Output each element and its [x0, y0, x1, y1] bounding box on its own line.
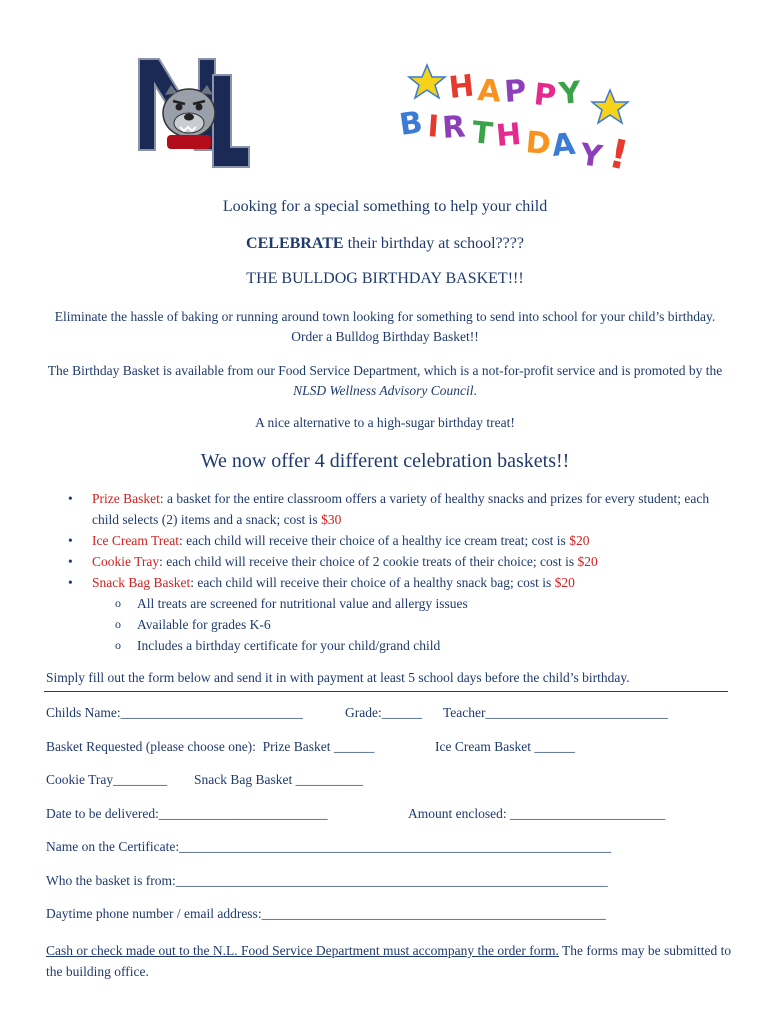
svg-text:P: P — [503, 73, 528, 110]
basket-requested-field[interactable]: Basket Requested (please choose one): Prize Basket ______ — [46, 739, 375, 754]
paragraph-2-end: . — [473, 383, 477, 398]
basket-from-field[interactable]: Who the basket is from:________________________________________________________________ — [46, 873, 608, 888]
svg-text:Y: Y — [557, 75, 583, 112]
svg-text:A: A — [550, 126, 577, 164]
note-item: o All treats are screened for nutritional value and allergy issues — [60, 593, 720, 614]
basket-price: $30 — [321, 512, 342, 527]
amount-enclosed-field[interactable]: Amount enclosed: _______________________ — [408, 806, 666, 821]
intro-paragraph-2 — [40, 361, 730, 401]
instructions: Simply fill out the form below and send it in with payment at least 5 school days before the child’s birthday. — [46, 670, 630, 685]
basket-desc: : each child will receive their choice of a healthy snack bag; cost is — [190, 575, 555, 590]
happy-birthday-graphic — [395, 60, 645, 180]
list-item — [60, 572, 720, 593]
basket-name: Ice Cream Treat — [92, 533, 179, 548]
svg-text:!: ! — [604, 130, 633, 180]
basket-name: Cookie Tray — [92, 554, 160, 569]
celebrate-word: CELEBRATE — [246, 235, 344, 252]
grade-field[interactable]: Grade:______ — [345, 705, 423, 720]
basket-desc: : each child will receive their choice of a healthy ice cream treat; cost is — [178, 533, 570, 548]
note-item: o Includes a birthday certificate for your child/grand child — [60, 635, 720, 656]
divider — [44, 691, 728, 692]
intro-paragraph-3: A nice alternative to a high-sugar birthday treat! — [255, 415, 515, 430]
svg-text:P: P — [532, 77, 558, 115]
submission-note: The forms may be submitted to the building office. — [46, 943, 732, 979]
intro-line-2 — [40, 235, 730, 253]
svg-text:I: I — [426, 109, 441, 145]
paragraph-2-start: The Birthday Basket is available from our Food Service Department, which is a not-for-profit service and is promoted by the — [47, 363, 723, 378]
note-item: o Available for grades K-6 — [60, 614, 720, 635]
basket-price: $20 — [577, 554, 598, 569]
basket-list — [60, 488, 720, 656]
list-item — [60, 530, 720, 551]
delivery-date-field[interactable]: Date to be delivered:_________________________ — [46, 806, 328, 821]
list-item — [60, 488, 720, 530]
svg-text:H: H — [494, 116, 523, 154]
svg-text:Y: Y — [577, 137, 605, 175]
payment-note — [46, 940, 736, 982]
contact-field[interactable]: Daytime phone number / email address:___________________________________________________ — [46, 906, 606, 921]
star-icon — [409, 65, 445, 98]
nl-bulldog-logo — [137, 55, 251, 170]
svg-text:T: T — [470, 115, 495, 153]
svg-text:A: A — [476, 73, 503, 110]
svg-text:D: D — [524, 125, 553, 163]
childs-name-field[interactable]: Childs Name:___________________________ — [46, 705, 303, 720]
svg-text:R: R — [441, 109, 467, 146]
svg-text:B: B — [397, 105, 425, 143]
basket-title: THE BULLDOG BIRTHDAY BASKET!!! — [246, 270, 524, 287]
cookie-tray-field[interactable]: Cookie Tray________ — [46, 772, 168, 787]
teacher-field[interactable]: Teacher___________________________ — [443, 705, 668, 720]
basket-price: $20 — [569, 533, 590, 548]
payment-requirement: Cash or check made out to the N.L. Food Service Department must accompany the order form. — [46, 943, 559, 958]
basket-desc: : each child will receive their choice of 2 cookie treats of their choice; cost is — [159, 554, 578, 569]
basket-desc: : a basket for the entire classroom offers a variety of healthy snacks and prizes for every student; each child selects (2) items and a snack; cost is — [92, 491, 710, 527]
certificate-name-field[interactable]: Name on the Certificate:________________________________________________________________ — [46, 839, 612, 854]
star-icon — [592, 90, 628, 123]
offer-heading: We now offer 4 different celebration baskets!! — [200, 450, 570, 472]
intro-line-1: Looking for a special something to help your child — [222, 198, 548, 215]
council-name: NLSD Wellness Advisory Council — [293, 383, 474, 398]
intro-paragraph-1: Eliminate the hassle of baking or running around town looking for something to send into school for your child’s birthday. Order a Bulldog Birthday Basket!! — [54, 309, 716, 344]
svg-text:H: H — [447, 68, 476, 106]
basket-name: Snack Bag Basket — [92, 575, 191, 590]
snack-bag-basket-field[interactable]: Snack Bag Basket __________ — [194, 772, 364, 787]
basket-name: Prize Basket — [92, 491, 160, 506]
basket-price: $20 — [554, 575, 575, 590]
list-item — [60, 551, 720, 572]
intro-line-2-rest: their birthday at school???? — [343, 235, 524, 252]
ice-cream-basket-field[interactable]: Ice Cream Basket ______ — [435, 739, 575, 754]
